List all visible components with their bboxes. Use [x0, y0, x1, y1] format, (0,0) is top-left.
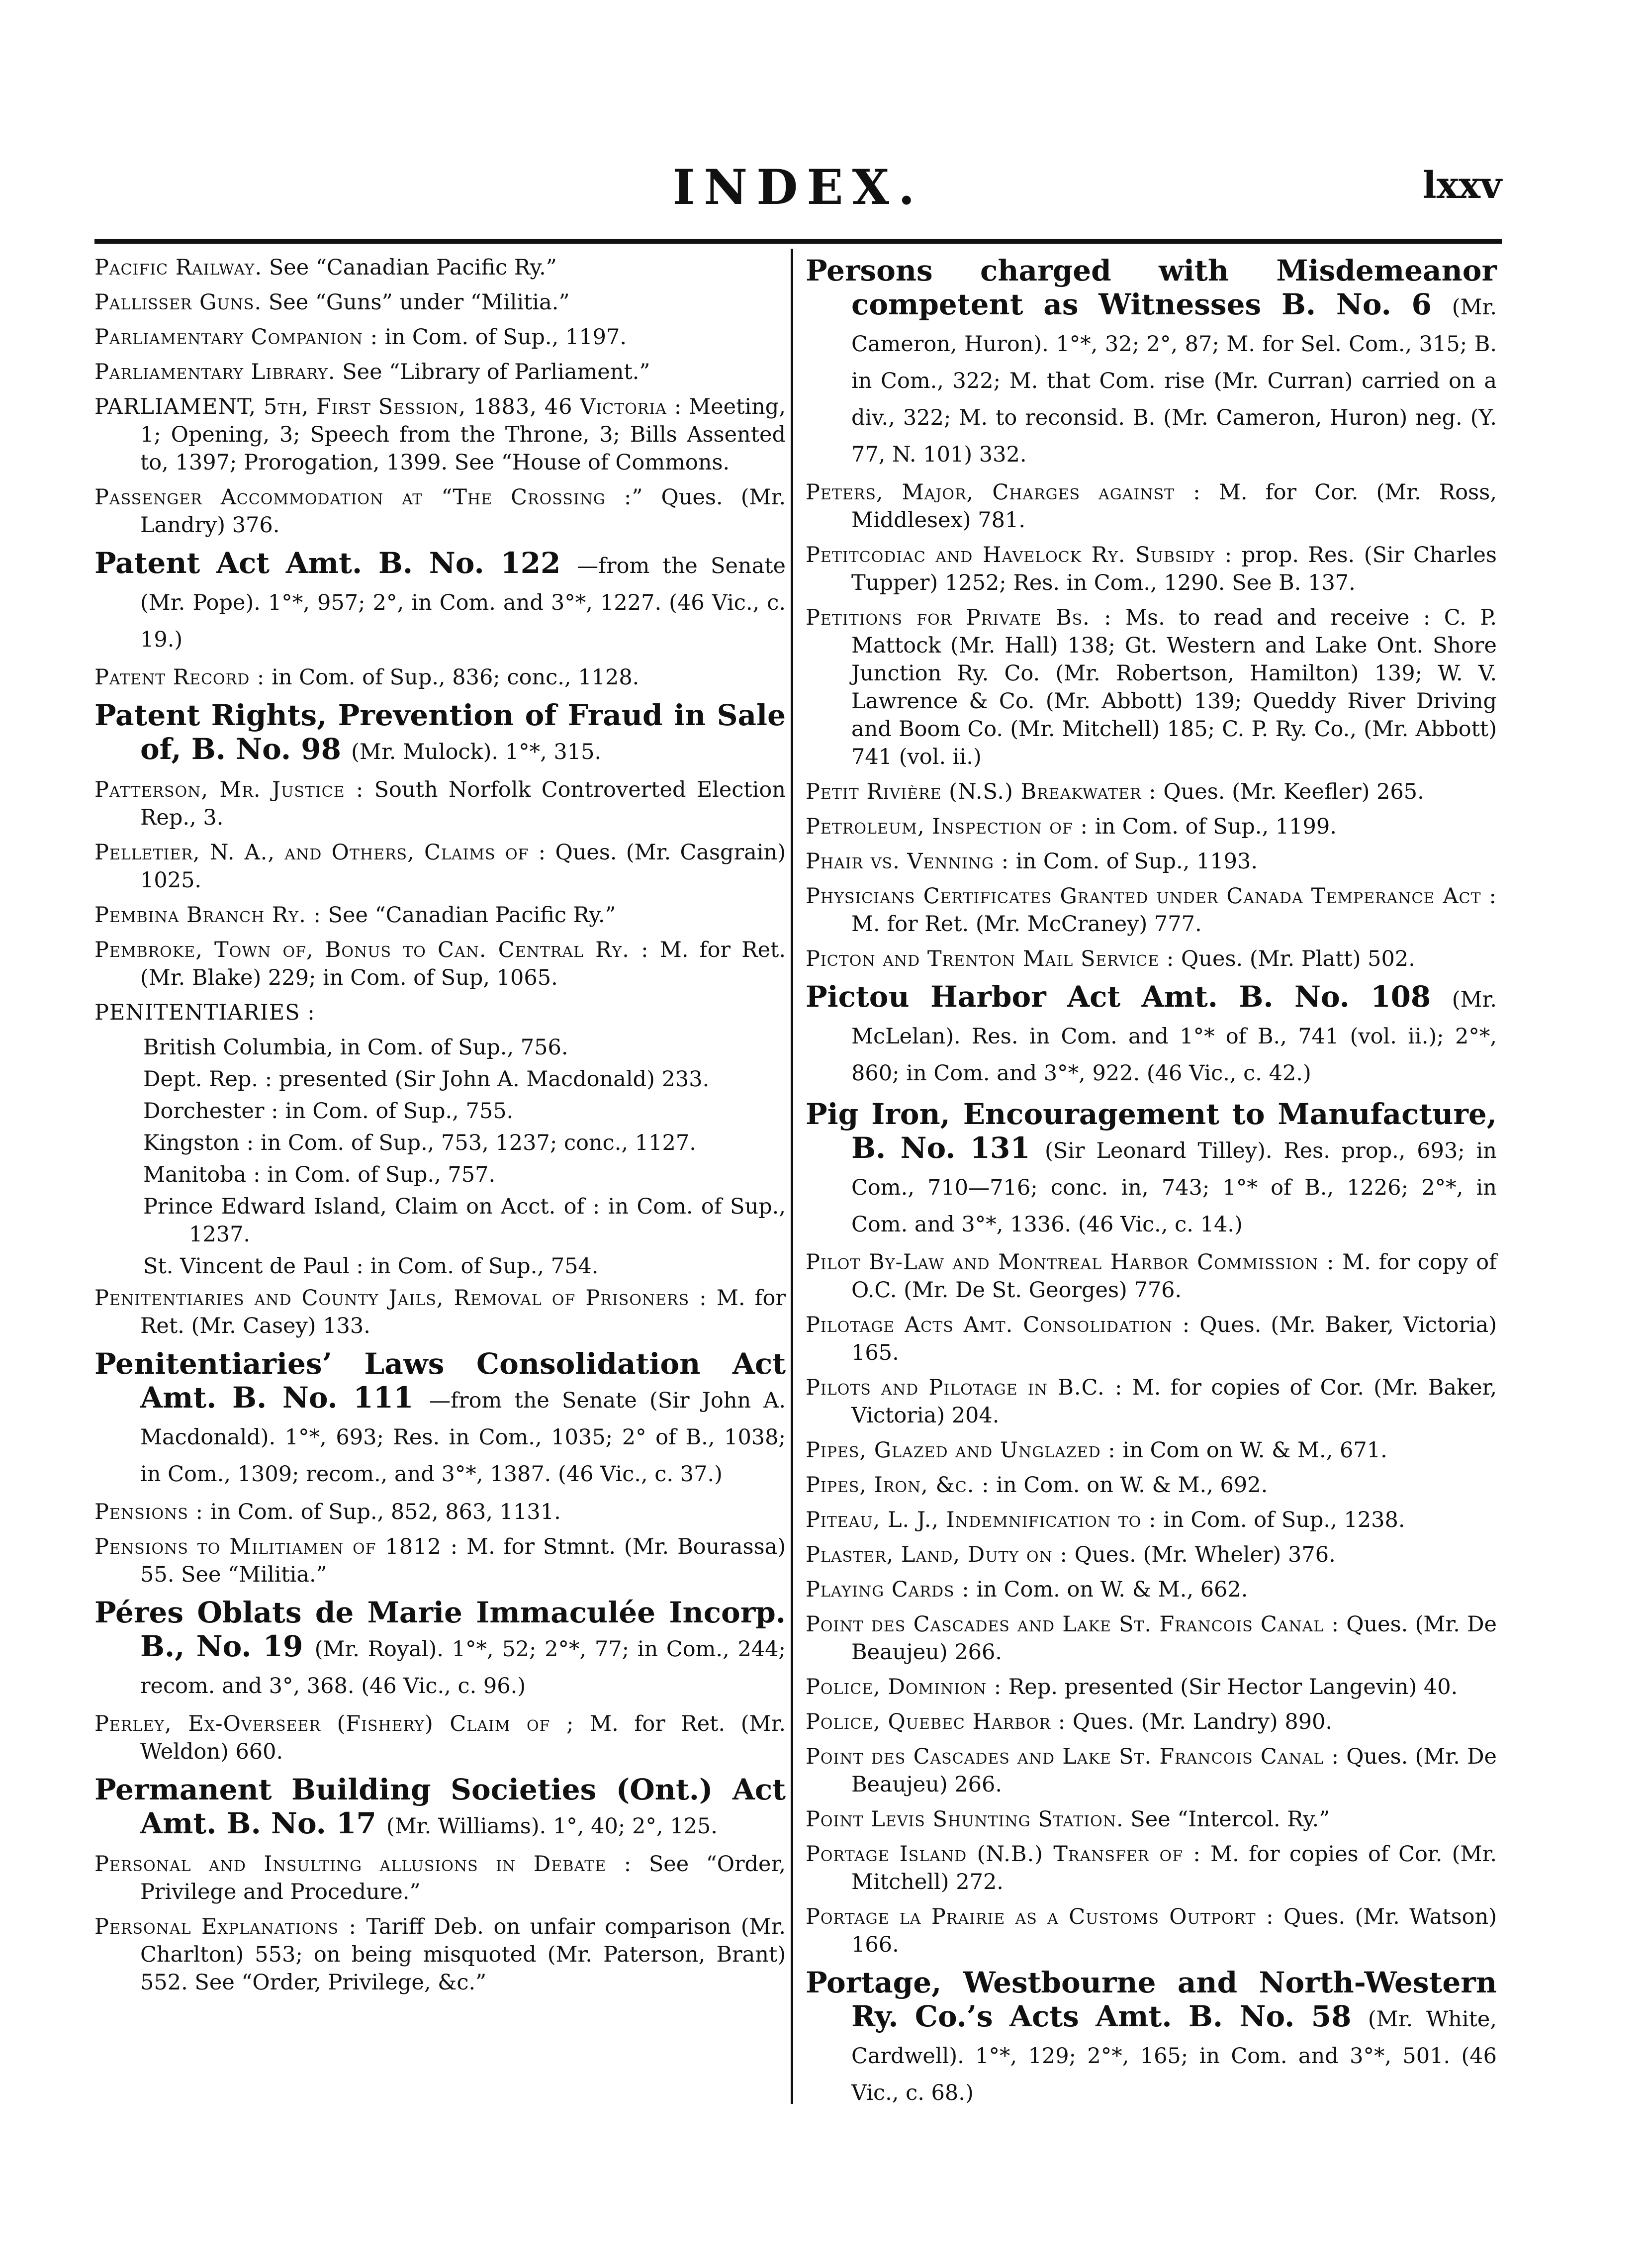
index-entry-references: British Columbia, in Com. of Sup., 756. — [143, 1035, 568, 1060]
index-entry-references: M. for Ret. (Mr. Blake) 229; in Com. of Sup, 1065. — [140, 938, 786, 990]
index-entry — [806, 1471, 1497, 1499]
index-entry-references: See “Order, Privilege and Procedure.” — [140, 1852, 786, 1904]
index-entry-heading: Péres Oblats de Marie Immaculée Incorp. B., No. 19 — [94, 1596, 786, 1663]
index-entry-references: St. Vincent de Paul : in Com. of Sup., 754. — [143, 1254, 599, 1279]
index-entry-references: Prince Edward Island, Claim on Acct. of : in Com. of Sup., 1237. — [143, 1194, 786, 1247]
index-entry-heading: Perley, Ex-Overseer (Fishery) Claim of ; — [94, 1711, 574, 1736]
index-entry — [806, 882, 1497, 938]
index-entry — [806, 1903, 1497, 1959]
index-entry-heading: Pipes, Iron, &c. : — [806, 1473, 990, 1498]
index-entry — [94, 358, 786, 386]
index-entry-heading: PENITENTIARIES : — [94, 1000, 315, 1025]
index-entry — [94, 254, 786, 282]
index-entry-heading: Persons charged with Misdemeanor competent as Witnesses B. No. 6 — [806, 254, 1497, 321]
index-entry-heading: Plaster, Land, Duty on : — [806, 1542, 1068, 1567]
index-entry-references: M. for Ret. (Mr. Casey) 133. — [140, 1286, 786, 1338]
index-entry-references: South Norfolk Controverted Election Rep., 3. — [140, 777, 786, 830]
index-entry — [94, 393, 786, 476]
index-entry — [94, 1498, 786, 1526]
index-entry-heading: Physicians Certificates Granted under Canada Temperance Act : — [806, 884, 1497, 909]
index-entry-references: Tariff Deb. on unfair comparison (Mr. Charlton) 553; on being misquoted (Mr. Paterson, Brant) 552. See “Order, Privilege, &c.” — [140, 1914, 786, 1995]
index-entry-references: (Sir Leonard Tilley). Res. prop., 693; in Com., 710—716; conc. in, 743; 1°* of B., 1226; 2°*, in Com. and 3°*, 1336. (46 Vic., c. 14.) — [851, 1138, 1497, 1237]
index-entry-heading: Phair vs. Venning : — [806, 849, 1009, 874]
index-entry-references: (Mr. McLelan). Res. in Com. and 1°* of B., 741 (vol. ii.); 2°*, 860; in Com. and 3°*, 922. (46 Vic., c. 42.) — [851, 987, 1497, 1086]
index-entry-heading: Playing Cards : — [806, 1577, 970, 1602]
index-entry-heading: Penitentiaries’ Laws Consolidation Act Amt. B. No. 111 — [94, 1347, 786, 1415]
index-entry-references: See “Intercol. Ry.” — [1130, 1807, 1330, 1832]
index-entry-heading: Portage la Prairie as a Customs Outport : — [806, 1904, 1274, 1929]
index-entry-heading: Patent Act Amt. B. No. 122 — [94, 546, 561, 580]
index-entry-references: Ques. (Mr. Platt) 502. — [1181, 946, 1415, 971]
index-entry — [806, 980, 1497, 1090]
index-entry-references: Ques. (Mr. Wheler) 376. — [1074, 1542, 1336, 1567]
index-entry — [806, 945, 1497, 973]
index-entry-references: Ques. (Mr. Landry) 376. — [140, 485, 786, 538]
index-entry-heading: Pictou Harbor Act Amt. B. No. 108 — [806, 980, 1431, 1014]
index-entry — [94, 323, 786, 351]
index-entry-heading: Pensions to Militiamen of 1812 : — [94, 1534, 458, 1559]
index-entry — [94, 698, 786, 769]
index-entry-heading: Parliamentary Library. — [94, 360, 336, 384]
index-entry-references: M. for Stmnt. (Mr. Bourassa) 55. See “Militia.” — [140, 1534, 786, 1587]
index-entry — [806, 1436, 1497, 1464]
index-column-left — [94, 254, 786, 2003]
index-entry-heading: Petitcodiac and Havelock Ry. Subsidy : — [806, 543, 1233, 567]
index-entry — [806, 1840, 1497, 1896]
index-entry — [94, 1596, 786, 1703]
index-entry-references: M. for Ret. (Mr. McCraney) 777. — [851, 912, 1202, 937]
index-entry — [94, 1129, 786, 1157]
index-entry-references: in Com. on W. & M., 662. — [976, 1577, 1248, 1602]
index-entry — [94, 1284, 786, 1340]
index-entry — [806, 1097, 1497, 1241]
index-entry-heading: Petitions for Private Bs. : — [806, 605, 1112, 630]
index-entry-heading: Patent Rights, Prevention of Fraud in Sale of, B. No. 98 — [94, 698, 786, 766]
index-entry-heading: Personal Explanations : — [94, 1914, 357, 1939]
index-entry — [806, 478, 1497, 534]
index-entry — [94, 663, 786, 691]
index-entry-references: in Com. of Sup., 1238. — [1163, 1508, 1405, 1532]
index-entry-references: (Mr. Williams). 1°, 40; 2°, 125. — [386, 1814, 718, 1839]
index-entry — [806, 1506, 1497, 1534]
index-entry — [94, 1347, 786, 1491]
index-entry-references: (Mr. Royal). 1°*, 52; 2°*, 77; in Com., 244; recom. and 3°, 368. (46 Vic., c. 96.) — [140, 1637, 786, 1699]
index-entry-references: Ques. (Mr. Baker, Victoria) 165. — [851, 1313, 1497, 1365]
index-entry — [806, 1673, 1497, 1701]
index-entry-references: in Com. on W. & M., 692. — [996, 1473, 1268, 1498]
index-entry-heading: Personal and Insulting allusions in Debate : — [94, 1852, 632, 1877]
index-entry — [94, 1161, 786, 1189]
index-entry-references: in Com. of Sup., 1199. — [1095, 814, 1337, 839]
index-entry — [806, 1805, 1497, 1833]
index-entry-references: Ques. (Mr. Casgrain) 1025. — [140, 840, 786, 893]
index-entry-heading: Portage Island (N.B.) Transfer of : — [806, 1842, 1201, 1867]
index-entry-references: —from the Senate (Sir John A. Macdonald). 1°*, 693; Res. in Com., 1035; 2° of B., 1038; in Com., 1309; recom., and 3°*, 1387. (46 Vic., c. 37.) — [140, 1388, 786, 1487]
index-entry-references: See “Library of Parliament.” — [342, 360, 650, 384]
index-entry-heading: Patterson, Mr. Justice : — [94, 777, 364, 802]
index-entry — [94, 288, 786, 316]
index-entry-heading: Penitentiaries and County Jails, Removal of Prisoners : — [94, 1286, 707, 1311]
index-entry — [806, 1743, 1497, 1798]
index-entry-references: See “Guns” under “Militia.” — [268, 290, 570, 315]
index-entry-heading: Pensions : — [94, 1500, 204, 1524]
index-entry-references: (Mr. Mulock). 1°*, 315. — [351, 740, 602, 764]
index-entry-references: Meeting, 1; Opening, 3; Speech from the Throne, 3; Bills Assented to, 1397; Prorogation, 1399. See “House of Commons. — [140, 394, 786, 475]
index-entry-heading: Parliamentary Companion : — [94, 325, 378, 350]
index-entry — [94, 1097, 786, 1125]
index-entry-heading: Patent Record : — [94, 665, 265, 690]
index-entry-heading: Pipes, Glazed and Unglazed : — [806, 1438, 1116, 1463]
index-entry-references: Manitoba : in Com. of Sup., 757. — [143, 1162, 496, 1187]
index-entry-references: in Com. of Sup., 1193. — [1015, 849, 1258, 874]
index-entry-references: prop. Res. (Sir Charles Tupper) 1252; Res. in Com., 1290. See B. 137. — [851, 543, 1497, 595]
index-entry — [806, 778, 1497, 806]
index-entry — [94, 1773, 786, 1843]
index-entry-references: Ques. (Mr. De Beaujeu) 266. — [851, 1612, 1497, 1665]
index-entry-references: Dorchester : in Com. of Sup., 755. — [143, 1099, 514, 1124]
index-entry-heading: Pilot By-Law and Montreal Harbor Commission : — [806, 1250, 1335, 1275]
column-divider — [791, 249, 793, 2104]
index-entry — [94, 999, 786, 1027]
index-entry-references: Kingston : in Com. of Sup., 753, 1237; conc., 1127. — [143, 1131, 696, 1155]
index-entry — [94, 1710, 786, 1766]
index-entry-heading: Portage, Westbourne and North-Western Ry. Co.’s Acts Amt. B. No. 58 — [806, 1966, 1497, 2033]
index-entry-references: Ques. (Mr. Keefler) 265. — [1163, 779, 1424, 804]
page-header — [94, 149, 1502, 234]
index-entry-references: M. for Cor. (Mr. Ross, Middlesex) 781. — [851, 480, 1497, 533]
index-entry-references: See “Canadian Pacific Ry.” — [269, 255, 557, 280]
index-entry-heading: Point des Cascades and Lake St. Francois Canal : — [806, 1744, 1339, 1769]
index-entry-references: (Mr. Cameron, Huron). 1°*, 32; 2°, 87; M. for Sel. Com., 315; B. in Com., 322; M. that Com. rise (Mr. Curran) carried on a div., 322; M. to reconsid. B. (Mr. Cameron, Huron) neg. (Y. 77, N. 101) 332. — [851, 295, 1497, 467]
index-entry-heading: Petroleum, Inspection of : — [806, 814, 1088, 839]
index-entry-heading: Picton and Trenton Mail Service : — [806, 946, 1175, 971]
index-entry-references: See “Canadian Pacific Ry.” — [328, 903, 616, 928]
index-entry — [94, 1913, 786, 1996]
index-entry-references: in Com on W. & M., 671. — [1122, 1438, 1387, 1463]
index-entry-references: Ms. to read and receive : C. P. Mattock (Mr. Hall) 138; Gt. Western and Lake Ont. Shore Junction Ry. Co. (Mr. Robertson, Hamilton) 139; W. V. Lawrence & Co. (Mr. Abbott) 139; Queddy River Driving and Boom Co. (Mr. Mitchell) 185; C. P. Ry. Co., (Mr. Abbott) 741 (vol. ii.) — [851, 605, 1497, 769]
index-entry-heading: Pembina Branch Ry. : — [94, 903, 321, 928]
index-entry — [94, 936, 786, 992]
index-entry — [94, 1252, 786, 1280]
index-entry — [94, 483, 786, 539]
index-entry-references: in Com. of Sup., 836; conc., 1128. — [272, 665, 640, 690]
index-entry-references: Dept. Rep. : presented (Sir John A. Macdonald) 233. — [143, 1067, 710, 1092]
page-title: INDEX. — [672, 159, 924, 215]
index-entry-heading: Pilots and Pilotage in B.C. : — [806, 1375, 1123, 1400]
index-entry-heading: Police, Dominion : — [806, 1675, 1002, 1700]
index-entry-references: Ques. (Mr. Landry) 890. — [1072, 1709, 1333, 1734]
index-entry — [806, 1576, 1497, 1604]
index-entry — [94, 1034, 786, 1061]
index-entry-heading: Pelletier, N. A., and Others, Claims of : — [94, 840, 547, 865]
index-entry-heading: Piteau, L. J., Indemnification to : — [806, 1508, 1157, 1532]
index-entry — [806, 848, 1497, 875]
index-entry-heading: Pallisser Guns. — [94, 290, 262, 315]
index-entry-heading: Permanent Building Societies (Ont.) Act Amt. B. No. 17 — [94, 1773, 786, 1840]
index-entry — [94, 1533, 786, 1589]
index-entry-heading: Petit Rivière (N.S.) Breakwater : — [806, 779, 1157, 804]
index-entry — [94, 1850, 786, 1906]
index-entry — [806, 1708, 1497, 1736]
index-entry-heading: PARLIAMENT, 5th, First Session, 1883, 46 Victoria : — [94, 394, 682, 419]
index-entry — [806, 541, 1497, 597]
index-entry — [94, 546, 786, 657]
index-entry-references: (Mr. White, Cardwell). 1°*, 129; 2°*, 165; in Com. and 3°*, 501. (46 Vic., c. 68.) — [851, 2007, 1497, 2105]
index-entry-heading: Peters, Major, Charges against : — [806, 480, 1201, 505]
index-entry — [806, 1541, 1497, 1569]
index-entry — [94, 776, 786, 832]
index-entry-references: Ques. (Mr. De Beaujeu) 266. — [851, 1744, 1497, 1797]
index-entry — [806, 1374, 1497, 1429]
index-entry — [806, 1610, 1497, 1666]
index-entry — [94, 1065, 786, 1093]
index-entry-references: M. for copies of Cor. (Mr. Mitchell) 272. — [851, 1842, 1497, 1894]
index-entry-references: —from the Senate (Mr. Pope). 1°*, 957; 2°, in Com. and 3°*, 1227. (46 Vic., c. 19.) — [140, 554, 786, 652]
index-entry-references: M. for copies of Cor. (Mr. Baker, Victoria) 204. — [851, 1375, 1497, 1428]
index-entry-heading: Police, Quebec Harbor : — [806, 1709, 1066, 1734]
index-entry-references: in Com. of Sup., 1197. — [384, 325, 627, 350]
index-entry-heading: Point des Cascades and Lake St. Francois Canal : — [806, 1612, 1339, 1637]
index-entry-heading: Passenger Accommodation at “The Crossing :” — [94, 485, 643, 510]
index-entry-heading: Pembroke, Town of, Bonus to Can. Central Ry. : — [94, 938, 649, 962]
index-entry-references: M. for copy of O.C. (Mr. De St. Georges) 776. — [851, 1250, 1497, 1303]
index-entry — [806, 813, 1497, 841]
index-entry-references: Rep. presented (Sir Hector Langevin) 40. — [1008, 1675, 1458, 1700]
index-entry — [94, 1193, 786, 1248]
index-entry — [806, 604, 1497, 771]
index-entry — [806, 1248, 1497, 1304]
header-rule — [94, 239, 1502, 244]
page-number: lxxv — [1422, 164, 1502, 207]
index-entry — [806, 1966, 1497, 2110]
index-entry-heading: Pig Iron, Encouragement to Manufacture, B. No. 131 — [806, 1097, 1497, 1165]
index-entry-heading: Pilotage Acts Amt. Consolidation : — [806, 1313, 1190, 1337]
index-entry — [806, 254, 1497, 472]
index-entry-heading: Pacific Railway. — [94, 255, 263, 280]
index-entry — [94, 901, 786, 929]
index-column-right — [806, 254, 1497, 2117]
index-entry-references: in Com. of Sup., 852, 863, 1131. — [210, 1500, 561, 1524]
index-entry-references: Ques. (Mr. Watson) 166. — [851, 1904, 1497, 1957]
index-entry — [806, 1311, 1497, 1367]
index-entry-heading: Point Levis Shunting Station. — [806, 1807, 1124, 1832]
index-entry — [94, 839, 786, 894]
index-entry-references: M. for Ret. (Mr. Weldon) 660. — [140, 1711, 786, 1764]
